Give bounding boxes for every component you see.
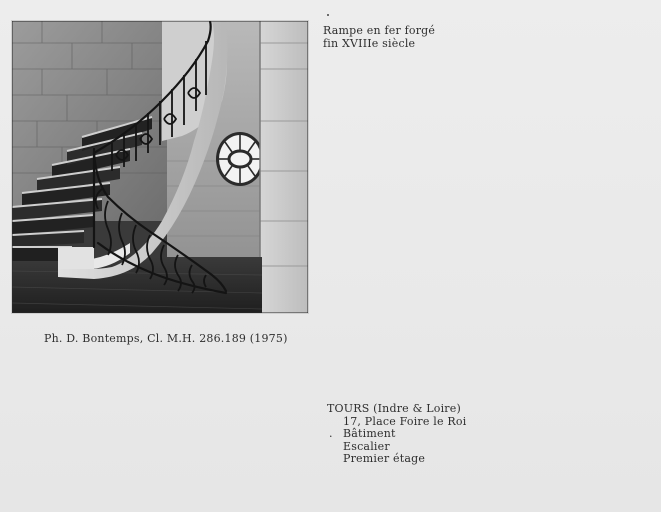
caption-line-title: Rampe en fer forgé [323,24,436,37]
location-address: 17, Place Foire le Roi [343,414,467,428]
photo-credit: Ph. D. Bontemps, Cl. M.H. 286.189 (1975) [44,332,288,345]
location-part: Escalier [343,439,390,453]
location-block [327,403,466,466]
staircase-photo [12,21,308,313]
bullet-mark: . [329,427,333,440]
caption-line-date: fin XVIIIe siècle [323,37,416,50]
location-floor: Premier étage [343,452,426,465]
location-building: Bâtiment [343,427,396,440]
location-city: TOURS (Indre & Loire) [327,402,461,415]
photo-caption [323,24,435,50]
location-building-line [327,428,466,441]
pencil-dot-mark [327,14,329,16]
